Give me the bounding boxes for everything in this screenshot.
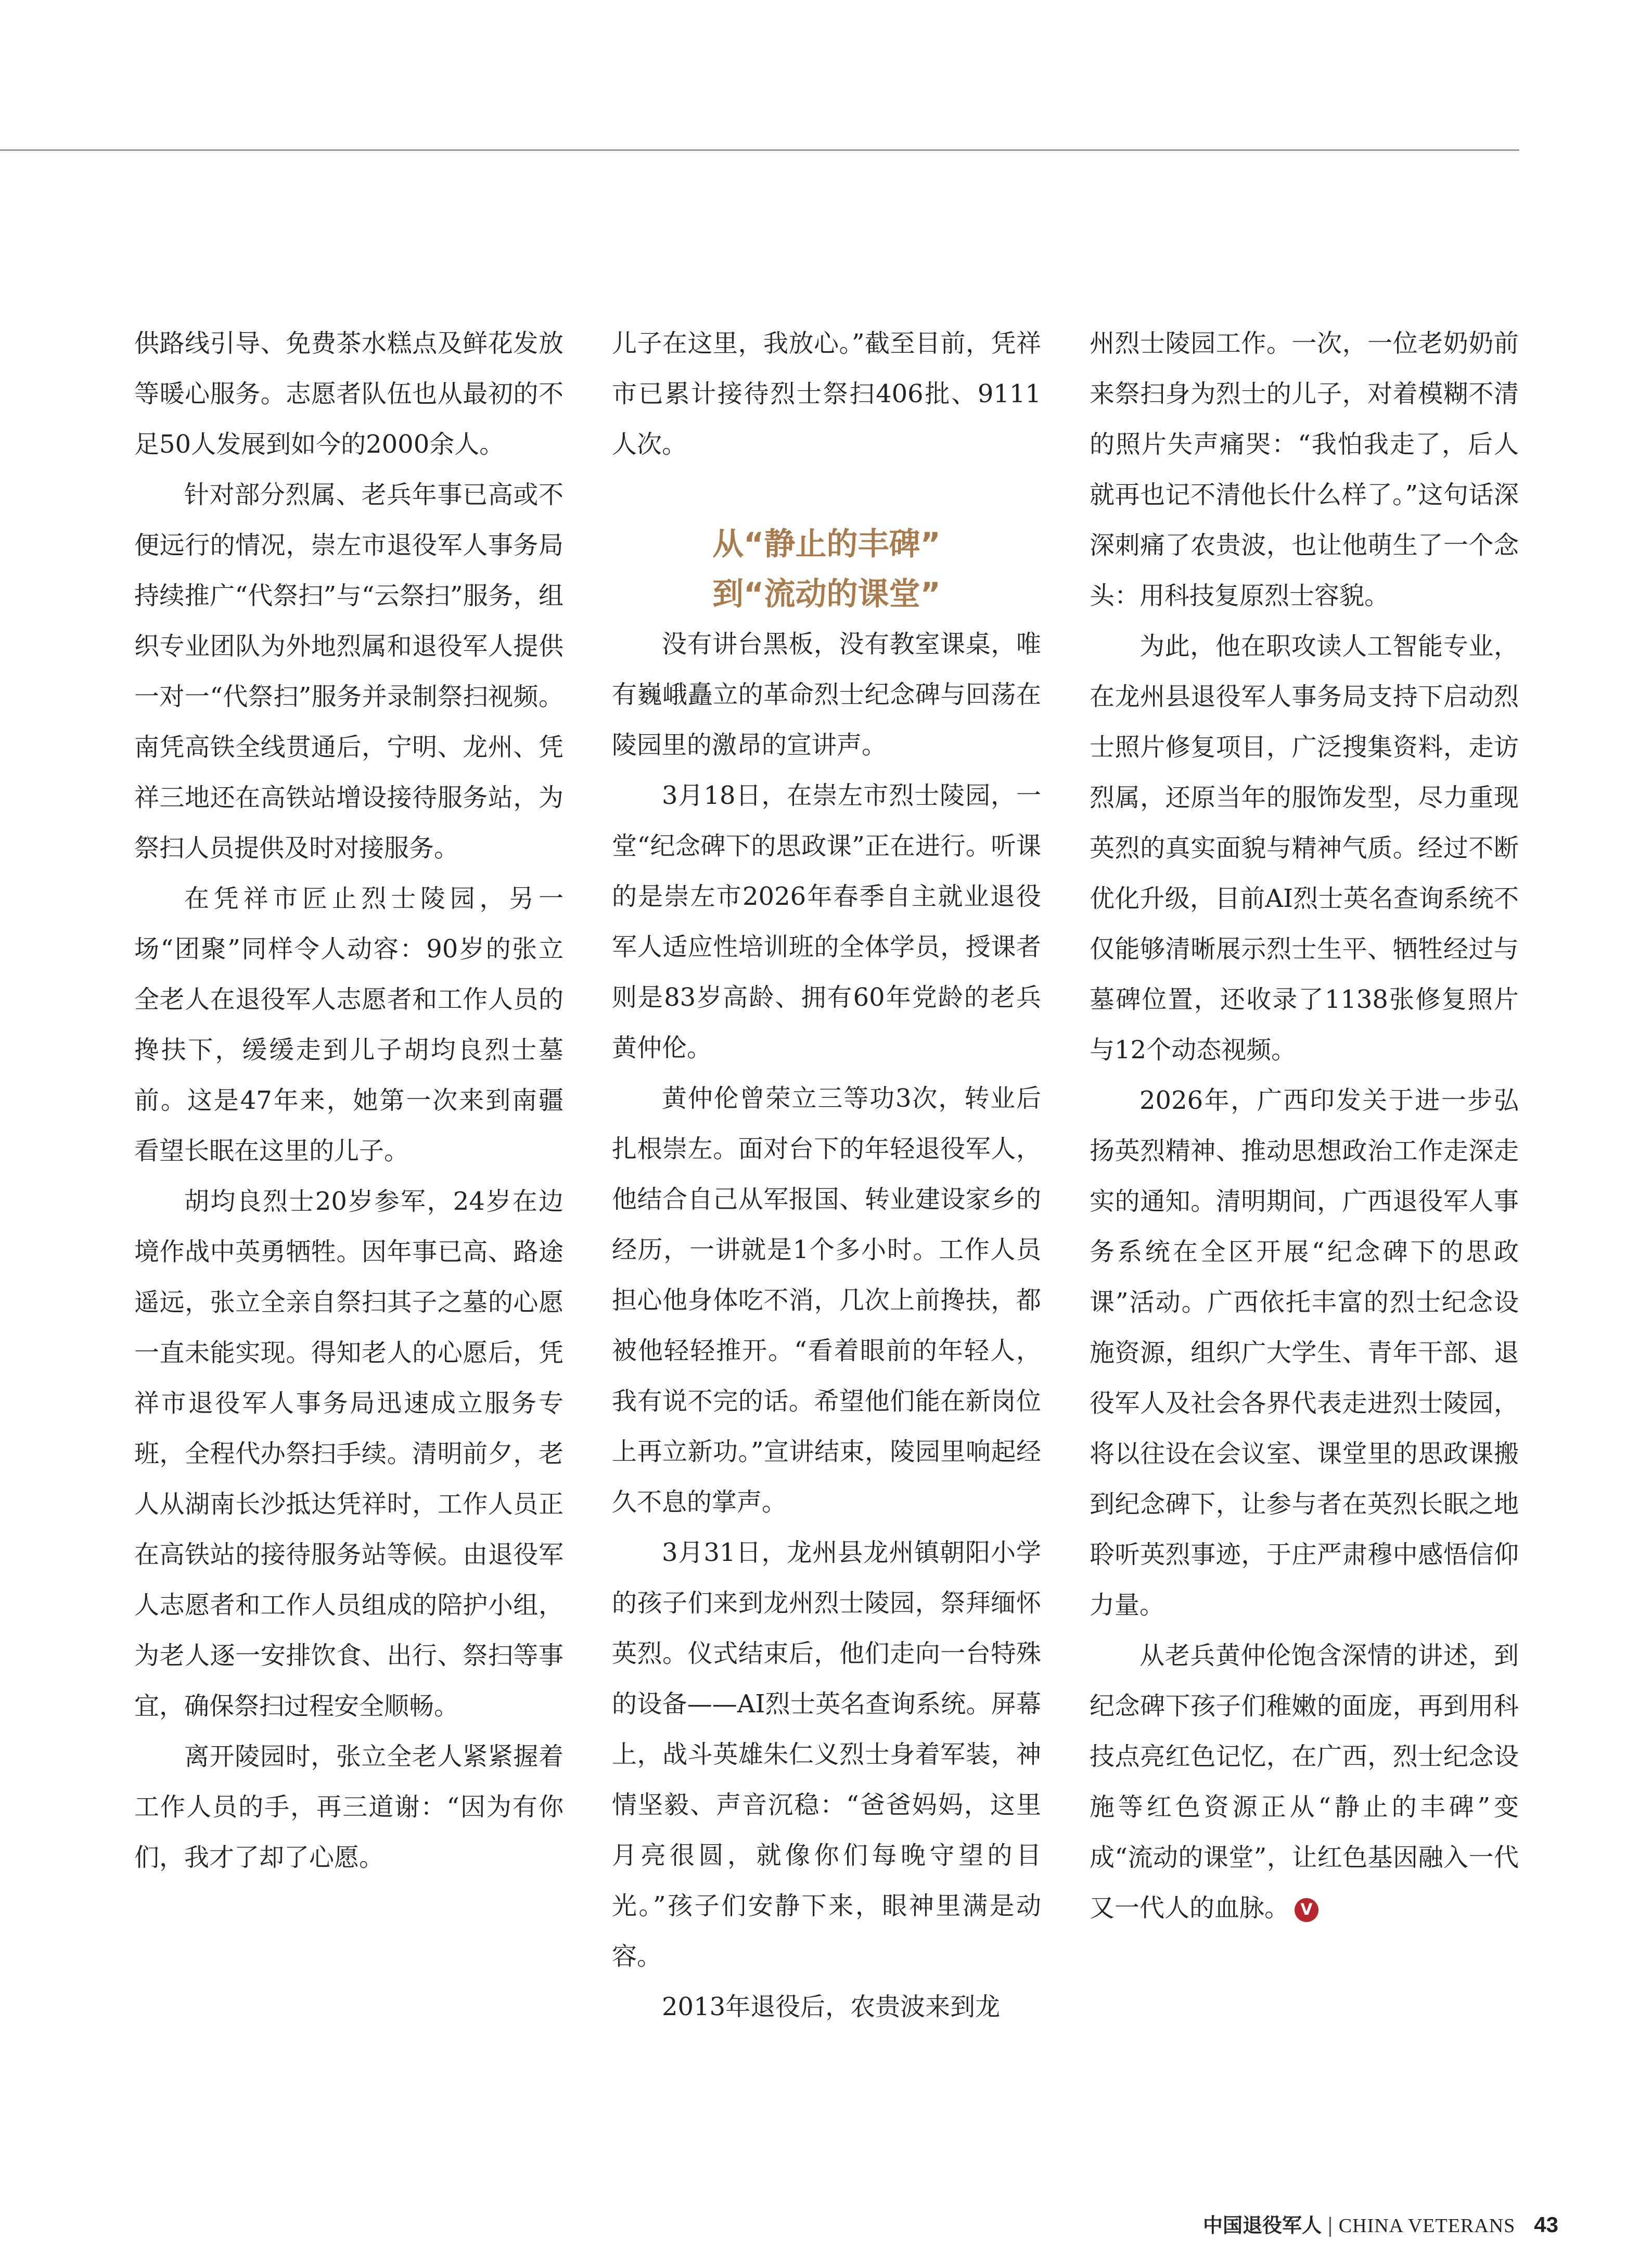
paragraph: 3月31日，龙州县龙州镇朝阳小学的孩子们来到龙州烈士陵园，祭拜缅怀英烈。仪式结束后，他们走向一台特殊的设备——AI烈士英名查询系统。屏幕上，战斗英雄朱仁义烈士身着军装，神情坚毅、声音沉稳：“爸爸妈妈，这里月亮很圆，就像你们每晚守望的目光。”孩子们安静下来，眼神里满是动容。: [612, 1538, 1041, 1971]
top-rule: [0, 149, 1519, 151]
paragraph: 2026年，广西印发关于进一步弘扬英烈精神、推动思想政治工作走深走实的通知。清明期间，广西退役军人事务系统在全区开展“纪念碑下的思政课”活动。广西依托丰富的烈士纪念设施资源，组织广大学生、青年干部、退役军人及社会各界代表走进烈士陵园，将以往设在会议室、课堂里的思政课搬到纪念碑下，让参与者在英烈长眠之地聆听英烈事迹，于庄严肃穆中感悟信仰力量。: [1090, 1086, 1519, 1620]
footer-separator: |: [1326, 2214, 1334, 2237]
paragraph: 州烈士陵园工作。一次，一位老奶奶前来祭扫身为烈士的儿子，对着模糊不清的照片失声痛哭：“我怕我走了，后人就再也记不清他长什么样了。”这句话深深刺痛了农贵波，也让他萌生了一个念头：用科技复原烈士容貌。: [1090, 329, 1519, 610]
paragraph: 没有讲台黑板，没有教室课桌，唯有巍峨矗立的革命烈士纪念碑与回荡在陵园里的激昂的宣讲声。: [612, 630, 1041, 760]
paragraph: 在凭祥市匠止烈士陵园，另一场“团聚”同样令人动容：90岁的张立全老人在退役军人志愿者和工作人员的搀扶下，缓缓走到儿子胡均良烈士墓前。这是47年来，她第一次来到南疆看望长眠在这里的儿子。: [134, 884, 564, 1165]
paragraph-text: 从老兵黄仲伦饱含深情的讲述，到纪念碑下孩子们稚嫩的面庞，再到用科技点亮红色记忆，在广西，烈士纪念设施等红色资源正从“静止的丰碑”变成“流动的课堂”，让红色基因融入一代又一代人的血脉。: [1090, 1641, 1519, 1923]
paragraph: 供路线引导、免费茶水糕点及鲜花发放等暖心服务。志愿者队伍也从最初的不足50人发展到如今的2000余人。: [134, 329, 564, 459]
paragraph: 离开陵园时，张立全老人紧紧握着工作人员的手，再三道谢：“因为有你们，我才了却了心愿。: [134, 1742, 564, 1872]
paragraph: 针对部分烈属、老兵年事已高或不便远行的情况，崇左市退役军人事务局持续推广“代祭扫”与“云祭扫”服务，组织专业团队为外地烈属和退役军人提供一对一“代祭扫”服务并录制祭扫视频。南凭高铁全线贯通后，宁明、龙州、凭祥三地还在高铁站增设接待服务站，为祭扫人员提供及时对接服务。: [134, 480, 564, 863]
paragraph: 儿子在这里，我放心。”截至目前，凭祥市已累计接待烈士祭扫406批、9111人次。: [612, 329, 1041, 459]
subheading-line-1: 从“静止的丰碑”: [712, 526, 941, 562]
magazine-name-cn: 中国退役军人: [1202, 2214, 1322, 2237]
paragraph: 3月18日，在崇左市烈士陵园，一堂“纪念碑下的思政课”正在进行。听课的是崇左市2026年春季自主就业退役军人适应性培训班的全体学员，授课者则是83岁高龄、拥有60年党龄的老兵黄仲伦。: [612, 781, 1041, 1062]
paragraph: 胡均良烈士20岁参军，24岁在边境作战中英勇牺牲。因年事已高、路途遥远，张立全亲自祭扫其子之墓的心愿一直未能实现。得知老人的心愿后，凭祥市退役军人事务局迅速成立服务专班，全程代办祭扫手续。清明前夕，老人从湖南长沙抵达凭祥时，工作人员正在高铁站的接待服务站等候。由退役军人志愿者和工作人员组成的陪护小组，为老人逐一安排饮食、出行、祭扫等事宜，确保祭扫过程安全顺畅。: [134, 1187, 564, 1721]
article-column-1: [134, 318, 564, 1883]
article-end-mark-icon: V: [1295, 1898, 1318, 1922]
paragraph: 黄仲伦曾荣立三等功3次，转业后扎根崇左。面对台下的年轻退役军人，他结合自己从军报国、转业建设家乡的经历，一讲就是1个多小时。工作人员担心他身体吃不消，几次上前搀扶，都被他轻轻推开。“看着眼前的年轻人，我有说不完的话。希望他们能在新岗位上再立新功。”宣讲结束，陵园里响起经久不息的掌声。: [612, 1084, 1041, 1517]
last-paragraph: [1090, 1631, 1519, 1933]
section-subheading: [612, 519, 1041, 619]
page-number: 43: [1534, 2212, 1558, 2237]
subheading-line-2: 到“流动的课堂”: [712, 576, 941, 612]
paragraph: 为此，他在职攻读人工智能专业，在龙州县退役军人事务局支持下启动烈士照片修复项目，广泛搜集资料，走访烈属，还原当年的服饰发型，尽力重现英烈的真实面貌与精神气质。经过不断优化升级，目前AI烈士英名查询系统不仅能够清晰展示烈士生平、牺牲经过与墓碑位置，还收录了1138张修复照片与12个动态视频。: [1090, 632, 1519, 1065]
page-footer: [1203, 2212, 1558, 2238]
article-column-2: [612, 318, 1041, 2032]
magazine-name-en: CHINA VETERANS: [1338, 2215, 1516, 2237]
paragraph: 2013年退役后，农贵波来到龙: [662, 1992, 1001, 2021]
article-column-3: [1090, 318, 1519, 1933]
